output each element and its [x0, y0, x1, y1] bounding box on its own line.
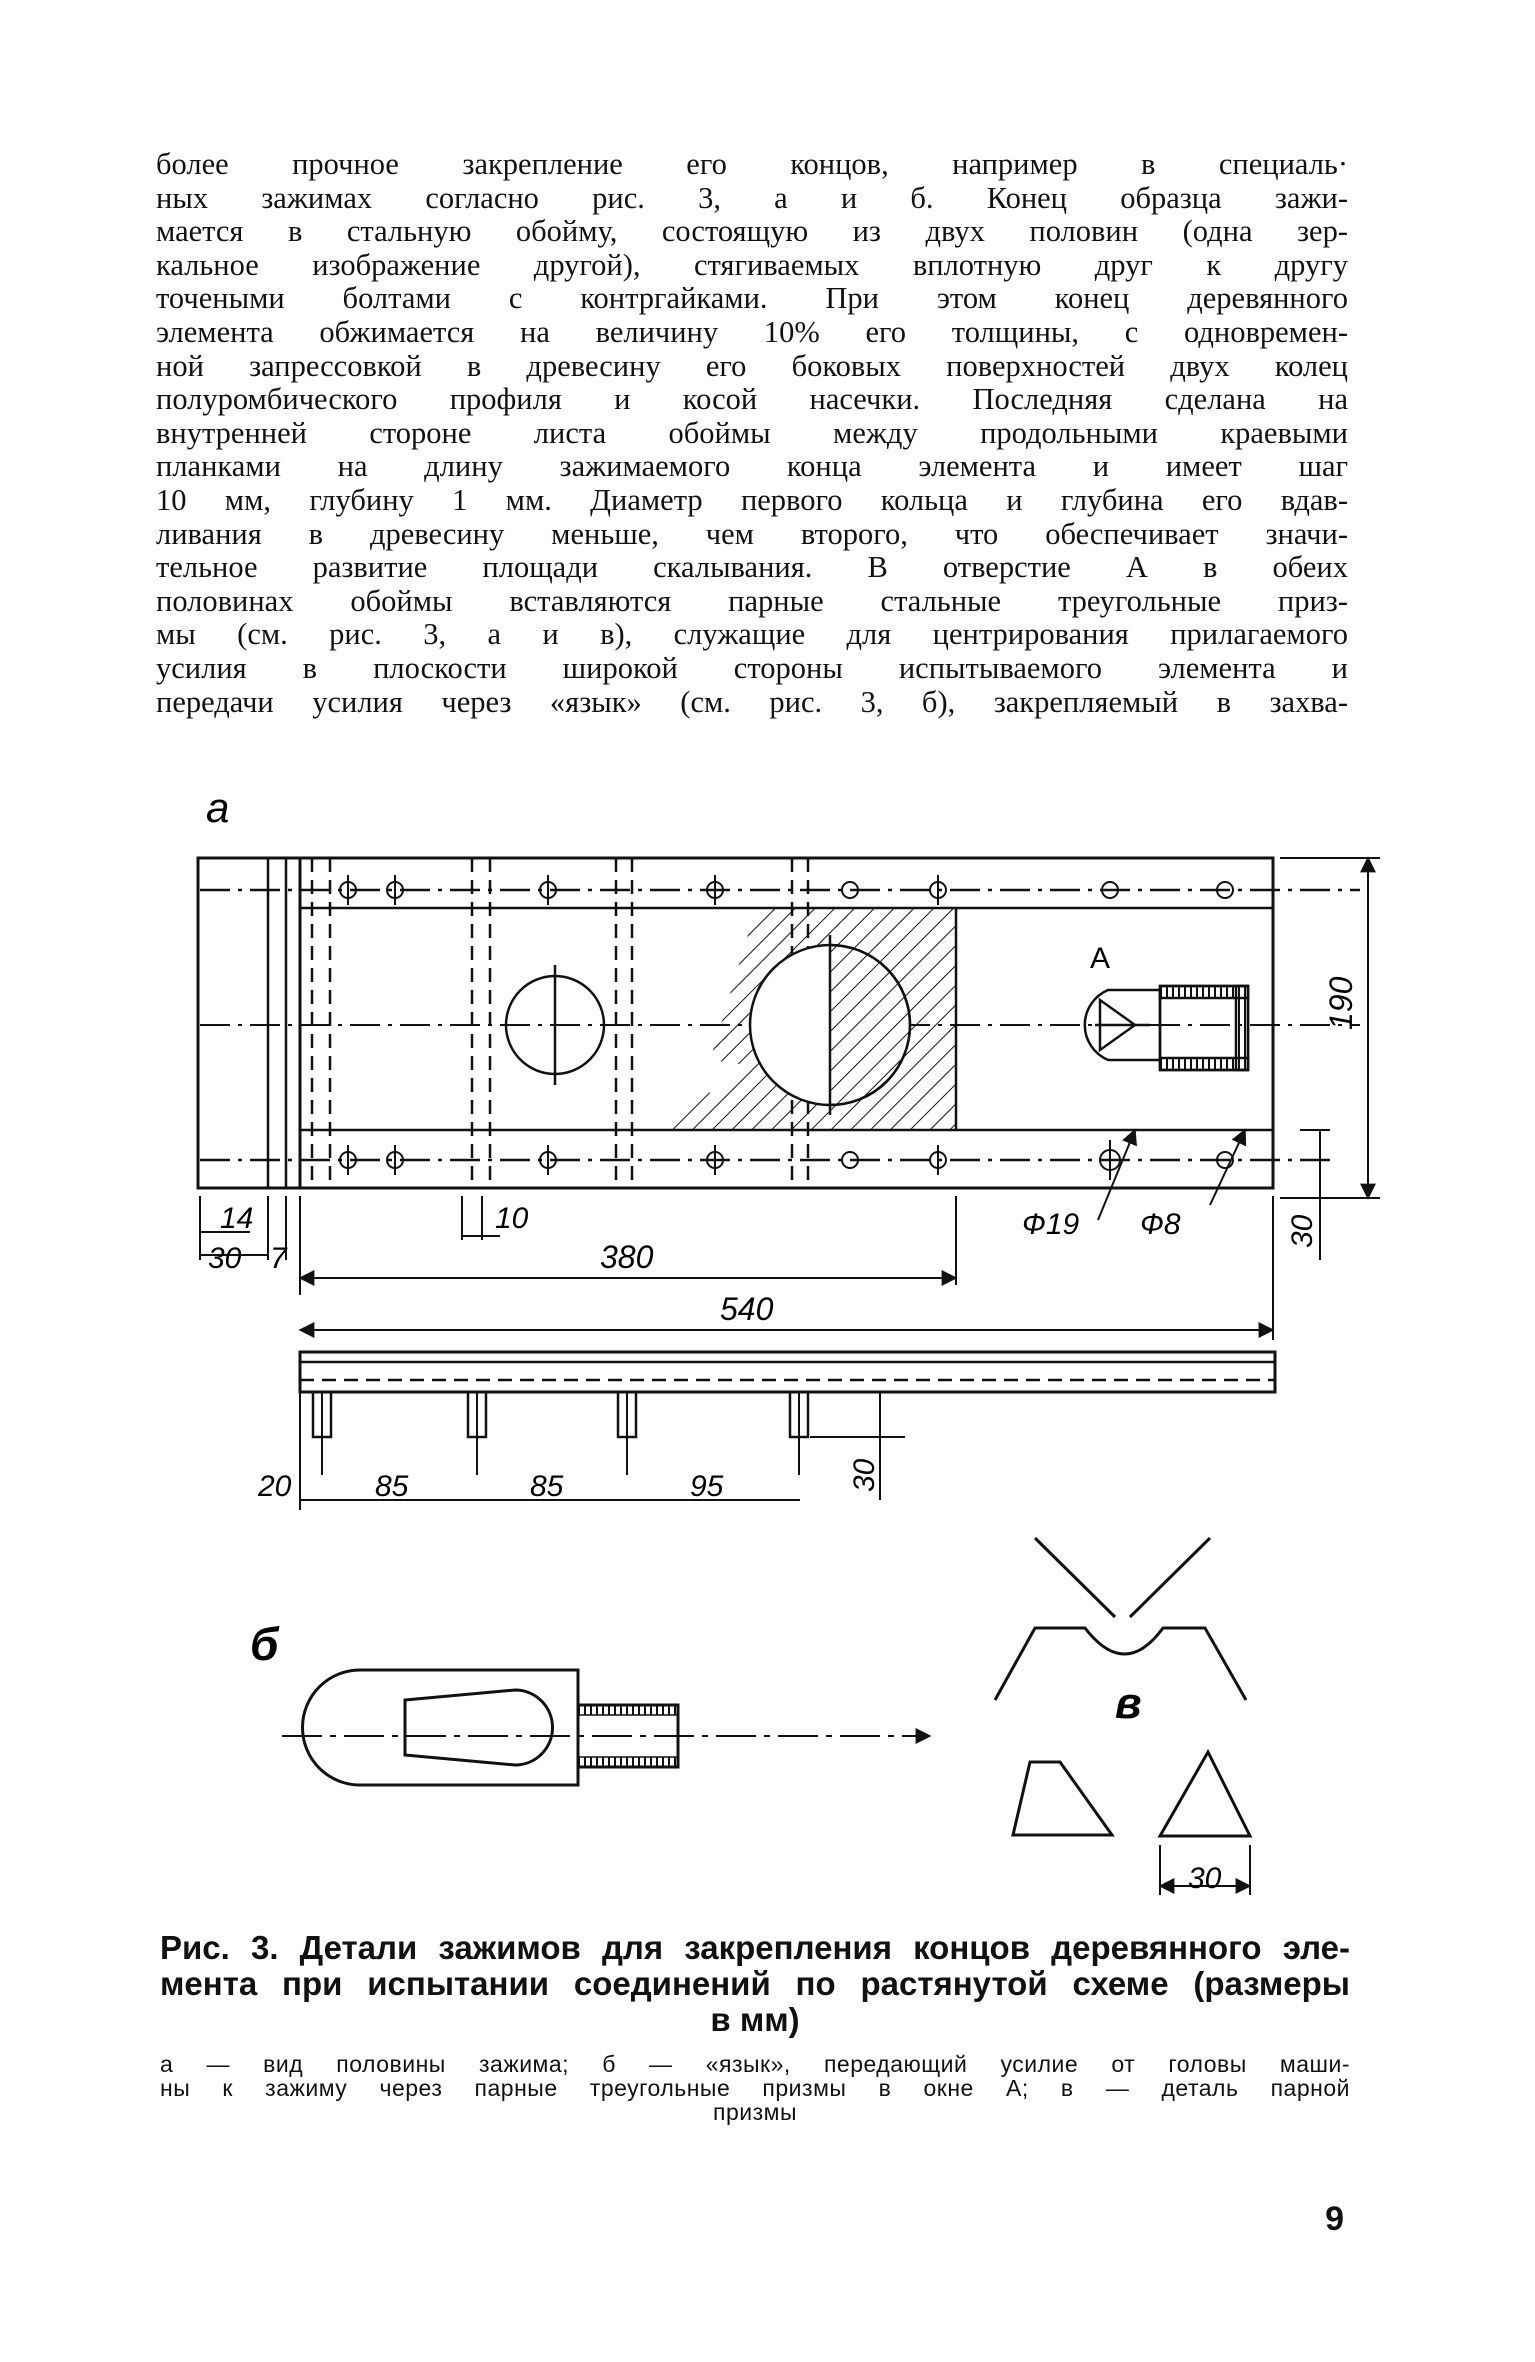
body-line: ливания в древесину меньше, чем второго, что обеспечивает значи-: [156, 516, 1348, 551]
body-line: точеными болтами с контргайками. При этом конец деревянного: [156, 281, 1348, 316]
dim-7: 7: [270, 1242, 287, 1275]
dim-85-second: 85: [530, 1470, 564, 1503]
dim-10: 10: [495, 1202, 529, 1235]
dim-30-prism: 30: [1188, 1862, 1222, 1895]
body-line: мы (см. рис. 3, а и в), служащие для центрирования прилагаемого: [156, 617, 1348, 652]
dim-20: 20: [258, 1470, 292, 1503]
body-line: половинах обоймы вставляются парные стальные треугольные приз-: [156, 583, 1348, 618]
dim-85-first: 85: [375, 1470, 409, 1503]
dim-95: 95: [690, 1470, 724, 1503]
body-line: более прочное закрепление его концов, например в специаль·: [156, 147, 1348, 181]
body-line: тельное развитие площади скалывания. В отверстие А в обеих: [156, 550, 1348, 585]
label-b: б: [250, 1618, 279, 1670]
label-a: а: [206, 784, 230, 831]
body-line: передачи усилия через «язык» (см. рис. 3, б), закрепляемый в захва-: [156, 684, 1348, 719]
dim-14: 14: [220, 1202, 254, 1235]
body-line: полуромбического профиля и косой насечки. Последняя сделана на: [156, 382, 1348, 417]
caption-legend-line: ны к зажиму через парные треугольные призмы в окне А; в — деталь парной: [160, 2075, 1350, 2101]
dim-380: 380: [600, 1239, 654, 1275]
body-line: усилия в плоскости широкой стороны испытываемого элемента и: [156, 650, 1348, 685]
view-b-tongue: [282, 1670, 930, 1785]
dim-30-left: 30: [208, 1242, 242, 1275]
dim-phi19: Ф19: [1022, 1208, 1080, 1241]
page-number: 9: [1325, 2200, 1344, 2238]
view-a-section: [300, 1352, 1275, 1510]
dim-540: 540: [720, 1291, 774, 1327]
label-window-a: А: [1090, 942, 1111, 975]
body-line: кальное изображение другой), стягиваемых вплотную друг к другу: [156, 247, 1348, 282]
dim-190: 190: [1323, 976, 1359, 1030]
body-line: мается в стальную обойму, состоящую из двух половин (одна зер-: [156, 214, 1348, 249]
body-line: элемента обжимается на величину 10% его толщины, с одновремен-: [156, 314, 1348, 349]
dim-30-bolt: 30: [848, 1458, 881, 1492]
body-line: ных зажимах согласно рис. 3, а и б. Конец образца зажи-: [156, 180, 1348, 215]
figure-caption-legend: [160, 2052, 1350, 2124]
caption-legend-line: призмы: [713, 2099, 797, 2125]
dim-30-right: 30: [1286, 1214, 1319, 1248]
label-v: в: [1115, 1679, 1142, 1728]
view-a-plan: [198, 858, 1360, 1188]
body-line: ной запрессовкой в древесину его боковых поверхностей двух колец: [156, 348, 1348, 383]
caption-title-line: мента при испытании соединений по растянутой схеме (размеры: [160, 1965, 1350, 2002]
caption-title-line: в мм): [710, 2001, 800, 2038]
dim-phi8: Ф8: [1140, 1208, 1181, 1241]
caption-title-line: Рис. 3. Детали зажимов для закрепления концов деревянного эле-: [160, 1929, 1350, 1966]
body-line: планками на длину зажимаемого конца элемента и имеет шаг: [156, 449, 1348, 484]
body-line: внутренней стороне листа обоймы между продольными краевыми: [156, 415, 1348, 450]
caption-legend-line: а — вид половины зажима; б — «язык», передающий усилие от головы маши-: [160, 2051, 1350, 2077]
body-line: 10 мм, глубину 1 мм. Диаметр первого кольца и глубина его вдав-: [156, 482, 1348, 517]
figure-caption-title: [160, 1930, 1350, 2038]
